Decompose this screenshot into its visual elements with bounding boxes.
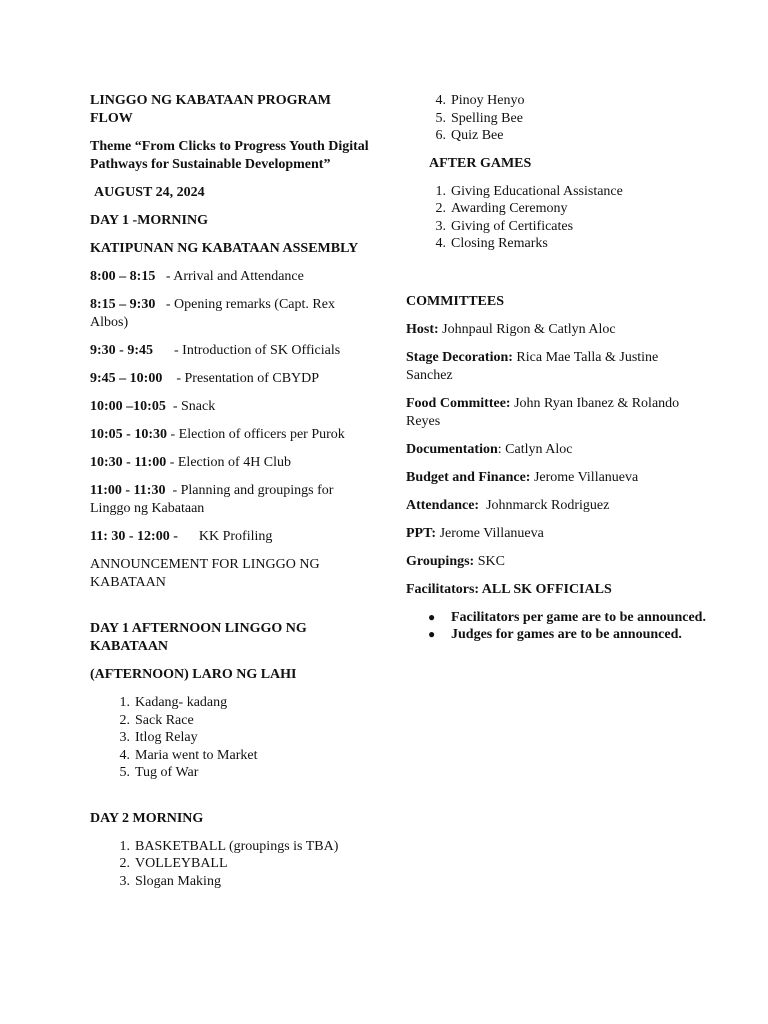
schedule-row: 11: 30 - 12:00 - KK Profiling [90,529,273,544]
facilitators-line: Facilitators: ALL SK OFFICIALS [406,581,612,597]
laro-ng-lahi-list [90,694,370,782]
list-item: 3. Itlog Relay [119,730,198,745]
committees-heading: COMMITTEES [406,293,505,309]
list-item: 4. Pinoy Henyo [435,93,525,108]
list-item: 3. Slogan Making [119,873,221,889]
schedule-row: 10:05 - 10:30 - Election of officers per Purok [90,427,345,442]
committee-row: PPT: Jerome Villanueva [406,525,544,541]
list-item: 5. Tug of War [119,765,199,780]
list-item: 1. Giving Educational Assistance [435,183,623,199]
list-item: 2. Sack Race [119,712,194,728]
list-item: 1. BASKETBALL (groupings is TBA) [119,838,339,854]
committee-row: Budget and Finance: Jerome Villanueva [406,469,639,485]
committee-row: Documentation: Catlyn Aloc [406,441,573,457]
program-theme: Theme “From Clicks to Progress Youth Digital Pathways for Sustainable Development” [90,139,369,172]
committee-row: Food Committee: John Ryan Ibanez & Rolando Reyes [406,395,680,429]
day2-list [90,838,370,891]
schedule-row: 11:00 - 11:30 - Planning and groupings for Linggo ng Kabataan [90,483,334,516]
list-item: 3. Giving of Certificates [435,218,574,234]
program-title: LINGGO NG KABATAAN PROGRAM FLOW [90,93,331,126]
laro-ng-lahi-heading: (AFTERNOON) LARO NG LAHI [90,667,297,682]
schedule-row: 10:00 –10:05 - Snack [90,399,216,414]
schedule-row: 9:30 - 9:45 - Introduction of SK Officials [90,343,341,358]
list-item: 1. Kadang- kadang [119,695,228,710]
left-column [90,92,370,900]
after-games-list [406,183,706,253]
committee-row: Attendance: Johnmarck Rodriguez [406,497,610,513]
schedule-row: 8:15 – 9:30 - Opening remarks (Capt. Rex Albos) [90,297,335,330]
committee-row: Groupings: SKC [406,553,505,569]
assembly-heading: KATIPUNAN NG KABATAAN ASSEMBLY [90,241,359,256]
right-column [406,92,706,654]
committee-row: Stage Decoration: Rica Mae Talla & Justine Sanchez [406,349,659,383]
day2-morning-heading: DAY 2 MORNING [90,810,204,826]
list-item: 4. Maria went to Market [119,747,258,763]
announcement-text: ANNOUNCEMENT FOR LINGGO NG KABATAAN [90,557,320,590]
notes-list [406,609,706,644]
after-games-heading: AFTER GAMES [429,155,532,171]
list-item: ● Judges for games are to be announced. [428,627,682,642]
schedule-row: 8:00 – 8:15 - Arrival and Attendance [90,269,304,284]
games-continued-list [406,92,706,145]
list-item: 4. Closing Remarks [435,236,548,251]
bullet-icon: ● [428,609,436,624]
list-item: 2. Awarding Ceremony [435,201,568,216]
schedule-row: 10:30 - 11:00 - Election of 4H Club [90,455,292,470]
committee-row: Host: Johnpaul Rigon & Catlyn Aloc [406,321,616,337]
list-item: 2. VOLLEYBALL [119,856,228,871]
bullet-icon: ● [428,627,436,641]
program-date: AUGUST 24, 2024 [94,185,205,200]
list-item: 5. Spelling Bee [435,110,523,126]
day1-morning-heading: DAY 1 -MORNING [90,213,208,228]
schedule-row: 9:45 – 10:00 - Presentation of CBYDP [90,371,320,386]
list-item: 6. Quiz Bee [435,128,504,143]
list-item: ● Facilitators per game are to be announced. [428,609,706,625]
schedule-list [90,268,370,546]
day1-afternoon-heading: DAY 1 AFTERNOON LINGGO NG KABATAAN [90,621,307,654]
